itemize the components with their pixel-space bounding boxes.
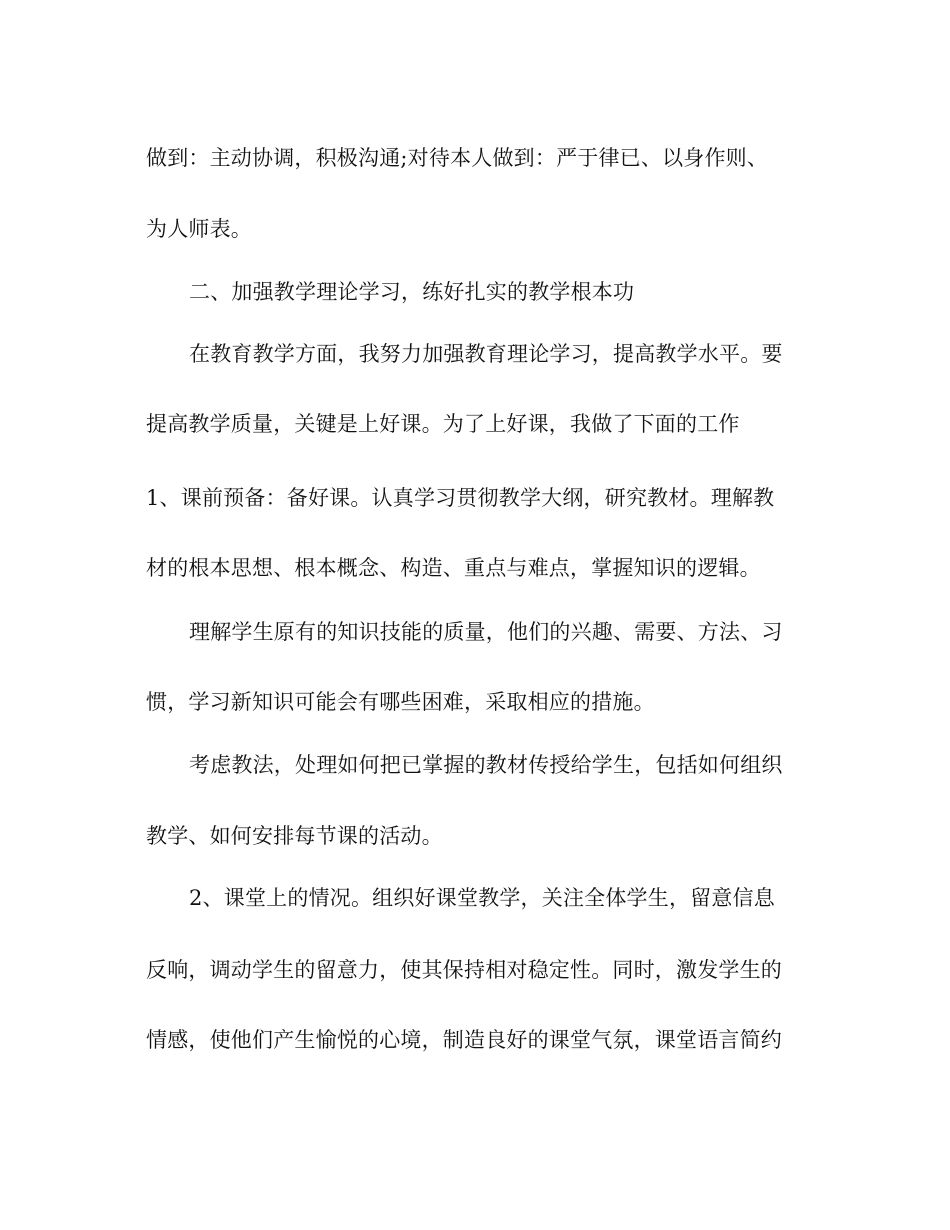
- list-item-start: 2、课堂上的情况。组织好课堂教学，关注全体学生，留意信息: [189, 886, 775, 910]
- text-line: 做到：主动协调，积极沟通;对待本人做到：严于律已、以身作则、: [146, 146, 769, 170]
- text-line: 惯，学习新知识可能会有哪些困难，采取相应的措施。: [146, 690, 655, 714]
- text-line: 反响，调动学生的留意力，使其保持相对稳定性。同时，激发学生的: [146, 958, 782, 982]
- paragraph-start: 考虑教法，处理如何把已掌握的教材传授给学生，包括如何组织: [189, 753, 783, 777]
- text-line: 为人师表。: [146, 217, 252, 241]
- paragraph-start: 理解学生原有的知识技能的质量，他们的兴趣、需要、方法、习: [189, 620, 783, 644]
- text-line: 材的根本思想、根本概念、构造、重点与难点，掌握知识的逻辑。: [146, 556, 761, 580]
- text-line: 情感，使他们产生愉悦的心境，制造良好的课堂气氛，课堂语言简约: [146, 1028, 782, 1052]
- section-heading: 二、加强教学理论学习，练好扎实的教学根本功: [189, 280, 635, 304]
- paragraph-start: 在教育教学方面，我努力加强教育理论学习，提高教学水平。要: [189, 342, 783, 366]
- list-item-start: 1、课前预备：备好课。认真学习贯彻教学大纲，研究教材。理解教: [146, 486, 775, 510]
- text-line: 教学、如何安排每节课的活动。: [146, 824, 443, 848]
- text-line: 提高教学质量，关键是上好课。为了上好课，我做了下面的工作: [146, 412, 740, 436]
